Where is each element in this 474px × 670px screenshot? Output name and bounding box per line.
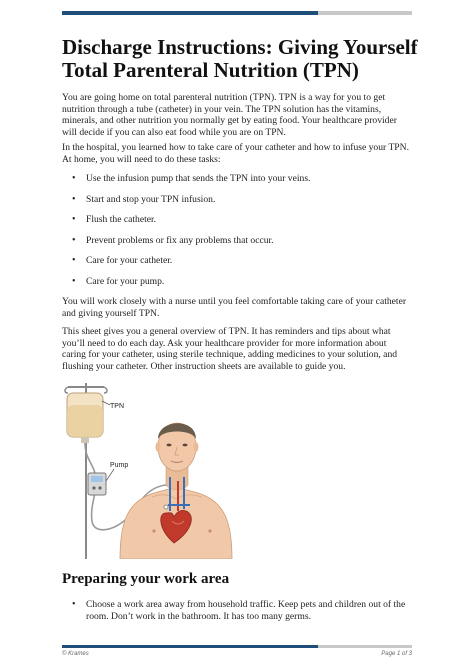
- nurse-paragraph: You will work closely with a nurse until you feel comfortable taking care of your catheter and giving yourself TPN.: [62, 296, 407, 319]
- footer-copyright: © Krames: [62, 651, 89, 657]
- pump-icon: [88, 473, 106, 495]
- tpn-label: TPN: [110, 403, 124, 410]
- header-rule-accent: [62, 11, 318, 15]
- catheter-site-icon: [164, 505, 168, 509]
- list-item: • Prevent problems or fix any problems that occur.: [62, 235, 412, 256]
- footer-rule-accent: [62, 645, 318, 648]
- page-title: Discharge Instructions: Giving Yourself Total Parenteral Nutrition (TPN): [62, 35, 418, 82]
- tasks-list: [62, 173, 412, 296]
- pump-label: Pump: [110, 462, 129, 469]
- footer-rule: [62, 645, 412, 648]
- tpn-illustration: [62, 381, 240, 559]
- list-item: • Start and stop your TPN infusion.: [62, 194, 412, 215]
- patient-figure-icon: [120, 423, 232, 559]
- overview-paragraph: This sheet gives you a general overview of TPN. It has reminders and tips about what you’ll need to do each day. Ask your healthcare provider for more information about caring for your catheter, using sterile technique, adding medicines to your solution, and flushing your catheter. Other instruction sheets are available to guide you.: [62, 326, 398, 372]
- tpn-bag-icon: [67, 393, 103, 443]
- section-list: [62, 599, 412, 622]
- list-item: • Choose a work area away from household traffic. Keep pets and children out of the room. Don’t work in the bathroom. It has too many germs.: [62, 599, 412, 622]
- list-item: • Care for your pump.: [62, 276, 412, 297]
- section-heading: Preparing your work area: [62, 571, 230, 587]
- list-item: • Flush the catheter.: [62, 214, 412, 235]
- footer-page-number: Page 1 of 3: [381, 651, 412, 657]
- list-item: • Care for your catheter.: [62, 255, 412, 276]
- intro-paragraph: You are going home on total parenteral nutrition (TPN). TPN is a way for you to get nutrition through a tube (catheter) in your vein. The TPN solution has the vitamins, minerals, and other nutrition you normally get by eating food. Your healthcare provider will decide if you can also eat food while you are on TPN.: [62, 92, 397, 138]
- tasks-intro-paragraph: In the hospital, you learned how to take care of your catheter and how to infuse your TPN. At home, you will need to do these tasks:: [62, 142, 409, 165]
- list-item: • Use the infusion pump that sends the TPN into your veins.: [62, 173, 412, 194]
- header-rule: [62, 11, 412, 15]
